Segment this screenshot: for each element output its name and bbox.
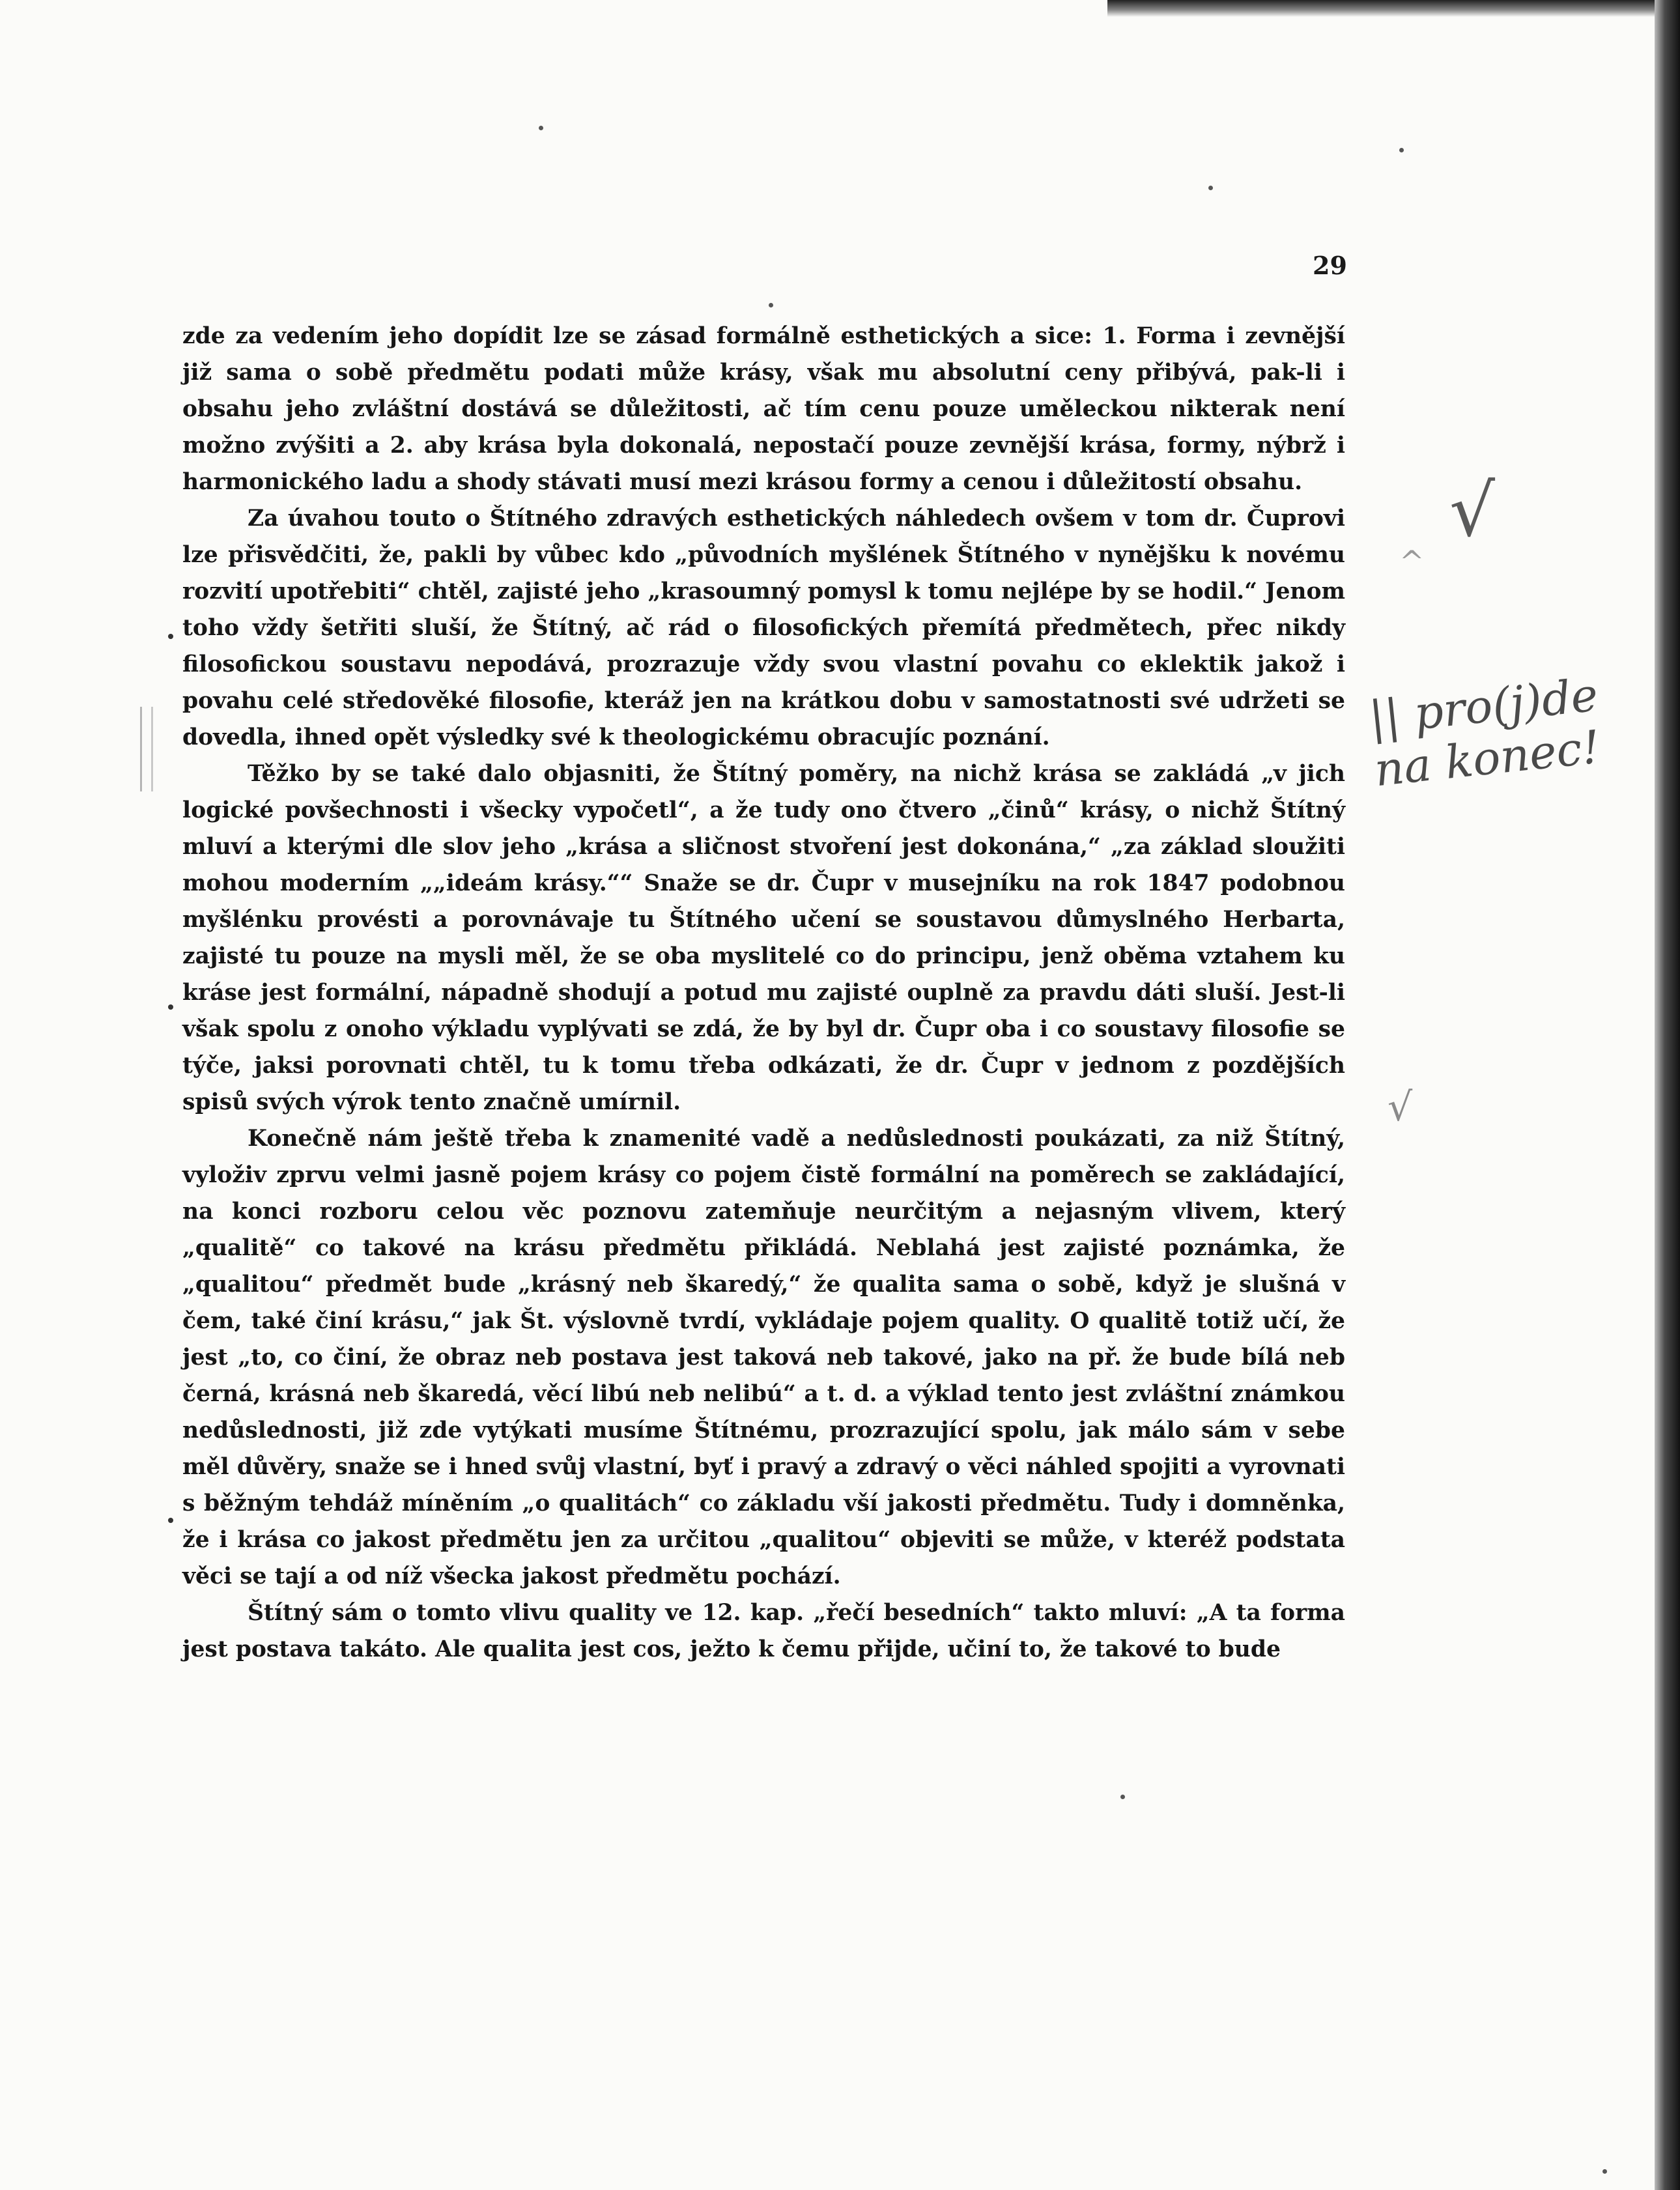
paragraph: zde za vedením jeho dopídit lze se zásad formálně esthetických a sice: 1. Forma i zevnější již sama o sobě předmětu podati může krásy, však mu absolutní ceny přibývá, pak-li i obsahu jeho zvláštní dostává se důležitosti, ač tím cenu pouze uměleckou nikterak není možno zvýšiti a 2. aby krása byla dokonalá, nepostačí pouze zevnější krása, formy, nýbrž i harmonického ladu a shody stávati musí mezi krásou formy a cenou i důležitostí obsahu.	[182, 323, 1345, 495]
check-mark-icon: √	[1388, 1085, 1413, 1130]
scan-edge-right	[1655, 0, 1680, 2190]
dust-speck	[539, 126, 543, 130]
page-number: 29	[1313, 251, 1347, 280]
check-mark-icon: √	[1449, 469, 1496, 552]
margin-dot	[168, 1004, 173, 1010]
scan-shadow-top	[1107, 0, 1655, 17]
margin-dot	[168, 1518, 173, 1523]
body-text	[182, 318, 1345, 1668]
dust-speck	[1602, 2169, 1607, 2174]
dust-speck	[1208, 186, 1213, 190]
dust-speck	[1120, 1795, 1125, 1799]
handwritten-margin-note: || pro(j)de na konec!	[1366, 668, 1603, 797]
paragraph: Těžko by se také dalo objasniti, že Štítný poměry, na nichž krása se zakládá „v jich logické povšechnosti i všecky vypočetl“, a že tudy ono čtvero „činů“ krásy, o nichž Štítný mluví a kterými dle slov jeho „krása a sličnost stvoření jest dokonána,“ „za základ sloužiti mohou moderním „„ideám krásy.““ Snaže se dr. Čupr v musejníku na rok 1847 podobnou myšlénku provésti a porovnávaje tu Štítného učení se soustavou důmyslného Herbarta, zajisté tu pouze na mysli měl, že se oba myslitelé co do principu, jenž oběma vztahem ku kráse jest formální, nápadně shodují a potud mu zajisté ouplně za pravdu dáti sluší. Jest-li však spolu z onoho výkladu vyplývati se zdá, že by byl dr. Čupr oba i co soustavy filosofie se týče, jaksi porovnati chtěl, tu k tomu třeba odkázati, že dr. Čupr v jednom z pozdějších spisů svých výrok tento značně umírnil.	[182, 761, 1345, 1115]
margin-bars	[140, 707, 153, 791]
paragraph: Za úvahou touto o Štítného zdravých esthetických náhledech ovšem v tom dr. Čuprovi lze přisvědčiti, že, pakli by vůbec kdo „původních myšlének Štítného v nynějšku k novému rozvití upotřebiti“ chtěl, zajisté jeho „krasoumný pomysl k tomu nejlépe by se hodil.“ Jenom toho vždy šetřiti sluší, že Štítný, ač rád o filosofických přemítá předmětech, přec nikdy filosofickou soustavu nepodává, prozrazuje vždy svou vlastní povahu co eklektik jakož i povahu celé středověké filosofie, kteráž jen na krátkou dobu v samostatnosti své udržeti se dovedla, ihned opět výsledky své k theologickému obracujíc poznání.	[182, 505, 1345, 750]
dust-speck	[1399, 148, 1404, 152]
caret-mark-icon: ^	[1399, 544, 1425, 579]
paragraph: Štítný sám o tomto vlivu quality ve 12. kap. „řečí besedních“ takto mluví: „A ta forma jest postava takáto. Ale qualita jest cos, ježto k čemu přijde, učiní to, že takové to bude	[182, 1600, 1345, 1662]
margin-dot	[168, 634, 173, 639]
paragraph: Konečně nám ještě třeba k znamenité vadě a nedůslednosti poukázati, za niž Štítný, vyloživ zprvu velmi jasně pojem krásy co pojem čistě formální na poměrech se zakládající, na konci rozboru celou věc poznovu zatemňuje neurčitým a nejasným vlivem, který „qualitě“ co takové na krásu předmětu přikládá. Neblahá jest zajisté poznámka, že „qualitou“ předmět bude „krásný neb škaredý,“ že qualita sama o sobě, když je slušná v čem, také činí krásu,“ jak Št. výslovně tvrdí, vykládaje pojem quality. O qualitě totiž učí, že jest „to, co činí, že obraz neb postava jest taková neb takové, jako na př. že bude bílá neb černá, krásná neb škaredá, věcí libú neb nelibú“ a t. d. a výklad tento jest zvláštní známkou nedůslednosti, již zde vytýkati musíme Štítnému, prozrazující spolu, jak málo sám v sebe měl důvěry, snaže se i hned svůj vlastní, byť i pravý a zdravý o věci náhled spojiti a vyrovnati s běžným tehdáž míněním „o qualitách“ co základu vší jakosti předmětu. Tudy i domněnka, že i krása co jakost předmětu jen za určitou „qualitou“ objeviti se může, v kteréž podstata věci se tají a od níž všecka jakost předmětu pochází.	[182, 1126, 1345, 1589]
dust-speck	[769, 303, 773, 307]
